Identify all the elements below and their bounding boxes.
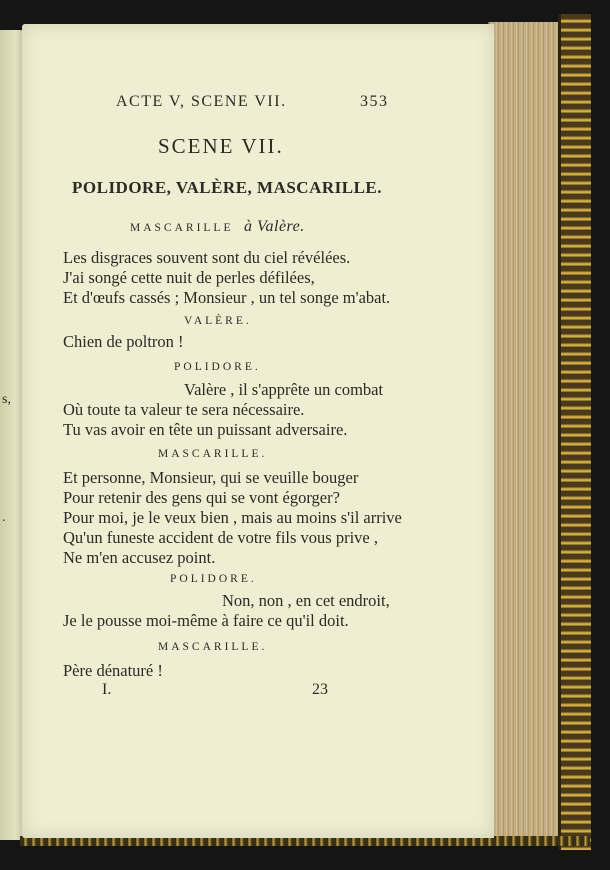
verse-line: Non, non , en cet endroit,	[222, 591, 390, 610]
gathering-number: 23	[312, 681, 328, 698]
verse-line: Où toute ta valeur te sera nécessaire.	[63, 400, 305, 419]
signature-mark: I.	[102, 681, 112, 698]
verse-line: Qu'un funeste accident de votre fils vous prive ,	[63, 528, 379, 547]
speaker-label: MASCARILLE.	[158, 641, 268, 653]
verse-line: Je le pousse moi-même à faire ce qu'il doit.	[63, 611, 349, 630]
verse-line: Et personne, Monsieur, qui se veuille bouger	[63, 468, 359, 487]
verse-line: Les disgraces souvent sont du ciel révélées.	[63, 248, 351, 267]
speaker-label: POLIDORE.	[170, 573, 257, 585]
verse-line: J'ai songé cette nuit de perles défilées,	[63, 268, 315, 287]
verse-line: Valère , il s'apprête un combat	[184, 380, 384, 399]
speaker-label: MASCARILLE	[130, 222, 234, 234]
scene-title: SCENE VII.	[158, 134, 284, 158]
page-edges	[488, 22, 562, 840]
book-page	[22, 24, 494, 838]
speaker-label: VALÈRE.	[184, 315, 252, 327]
verse-line: Et d'œufs cassés ; Monsieur , un tel songe m'abat.	[63, 288, 391, 307]
left-page-fragment: s,	[2, 392, 11, 407]
verse-line: Tu vas avoir en tête un puissant adversaire.	[63, 420, 348, 439]
character-list: POLIDORE, VALÈRE, MASCARILLE.	[72, 178, 383, 197]
stage-direction: à Valère.	[244, 218, 305, 235]
verse-line: Pour moi, je le veux bien , mais au moins s'il arrive	[63, 508, 402, 527]
verse-line: Pour retenir des gens qui se vont égorger?	[63, 488, 340, 507]
verse-line: Chien de poltron !	[63, 332, 184, 351]
gilt-spine	[558, 14, 591, 850]
speaker-label: POLIDORE.	[174, 361, 261, 373]
running-header: ACTE V, SCENE VII.	[116, 93, 287, 110]
page-number: 353	[360, 93, 389, 110]
verse-line: Ne m'en accusez point.	[63, 548, 216, 567]
left-page-fragment: .	[2, 510, 6, 525]
speaker-label: MASCARILLE.	[158, 448, 268, 460]
verse-line: Père dénaturé !	[63, 661, 163, 680]
